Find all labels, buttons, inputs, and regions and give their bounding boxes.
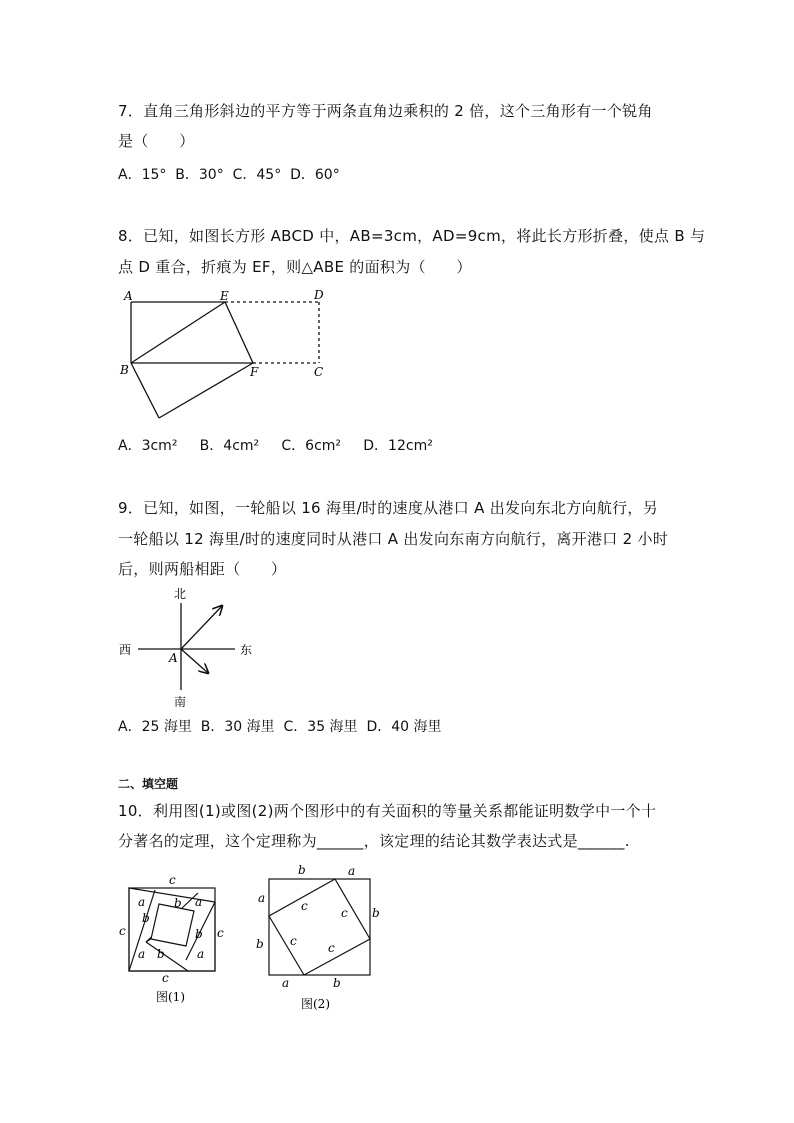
q9-line2: 一轮船以 12 海里/时的速度同时从港口 A 出发向东南方向航行，离开港口 2 小时 — [118, 530, 669, 548]
q10-fig1-b2: b — [174, 896, 182, 910]
q10-fig2 — [269, 879, 370, 975]
q10-fig2-c2: c — [341, 906, 348, 920]
q7-line2: 是（ ） — [118, 132, 195, 150]
q8-line1: 8．已知，如图长方形 ABCD 中，AB=3cm，AD=9cm，将此长方形折叠，使点 B 与 — [118, 227, 706, 245]
q10-fig2-a-left: a — [258, 891, 266, 905]
q10-fig1-a4: a — [197, 947, 205, 961]
q10-fig2-c3: c — [290, 934, 297, 948]
q10-line2: 分著名的定理，这个定理称为______，该定理的结论其数学表达式是______. — [118, 832, 630, 850]
q10-fig1-b1: b — [142, 911, 150, 925]
q8-line2: 点 D 重合，折痕为 EF，则△ABE 的面积为（ ） — [118, 258, 472, 276]
q7-options: A．15° B．30° C．45° D．60° — [118, 167, 340, 183]
q10-fig1-a2: a — [195, 895, 203, 909]
q10-fig1-c-right: c — [217, 926, 224, 940]
q10-line1: 10．利用图(1)或图(2)两个图形中的有关面积的等量关系都能证明数学中一个十 — [118, 802, 657, 820]
q10-fig2-a-top: a — [348, 864, 356, 878]
q9-label-south: 南 — [174, 695, 187, 709]
q7-line1: 7．直角三角形斜边的平方等于两条直角边乘积的 2 倍，这个三角形有一个锐角 — [118, 102, 653, 120]
q10-fig1-inner-square — [151, 904, 194, 946]
q10-fig2-b-top: b — [298, 863, 306, 877]
q9-options: A．25 海里 B．30 海里 C．35 海里 D．40 海里 — [118, 719, 442, 735]
q10-fig2-c1: c — [301, 899, 308, 913]
q8-label-c: C — [314, 365, 324, 379]
q9-compass-figure — [138, 603, 235, 690]
q10-fig2-a-bottom: a — [282, 976, 290, 990]
q10-fig2-b-right: b — [372, 906, 380, 920]
q10-fig1-caption: 图(1) — [156, 990, 185, 1004]
q8-label-d: D — [314, 288, 324, 302]
q8-figure — [131, 302, 319, 418]
q9-label-west: 西 — [119, 643, 132, 657]
q9-label-origin: A — [169, 651, 178, 665]
q10-fig2-caption: 图(2) — [301, 997, 330, 1011]
q10-fig2-b-bottom: b — [333, 976, 341, 990]
section-title: 二、填空题 — [118, 777, 179, 791]
q9-label-north: 北 — [174, 587, 187, 601]
q8-label-a: A — [124, 289, 133, 303]
q8-label-b: B — [120, 363, 129, 377]
q10-fig1-b3: b — [195, 927, 203, 941]
q10-fig2-c4: c — [328, 941, 335, 955]
q10-fig1-a3: a — [138, 947, 146, 961]
q8-label-f: F — [250, 365, 259, 379]
q8-label-e: E — [220, 289, 229, 303]
q10-fig1-c-left: c — [119, 924, 126, 938]
q10-fig1-c-top: c — [169, 873, 176, 887]
q8-options: A．3cm² B．4cm² C．6cm² D．12cm² — [118, 438, 433, 454]
q9-line3: 后，则两船相距（ ） — [118, 560, 287, 578]
q9-line1: 9．已知，如图，一轮船以 16 海里/时的速度从港口 A 出发向东北方向航行，另 — [118, 499, 659, 517]
q10-fig1-b4: b — [157, 947, 165, 961]
q10-fig1-c-bottom: c — [162, 971, 169, 985]
q10-fig1-a1: a — [138, 895, 146, 909]
q10-fig2-b-left: b — [256, 937, 264, 951]
q9-label-east: 东 — [240, 643, 253, 657]
